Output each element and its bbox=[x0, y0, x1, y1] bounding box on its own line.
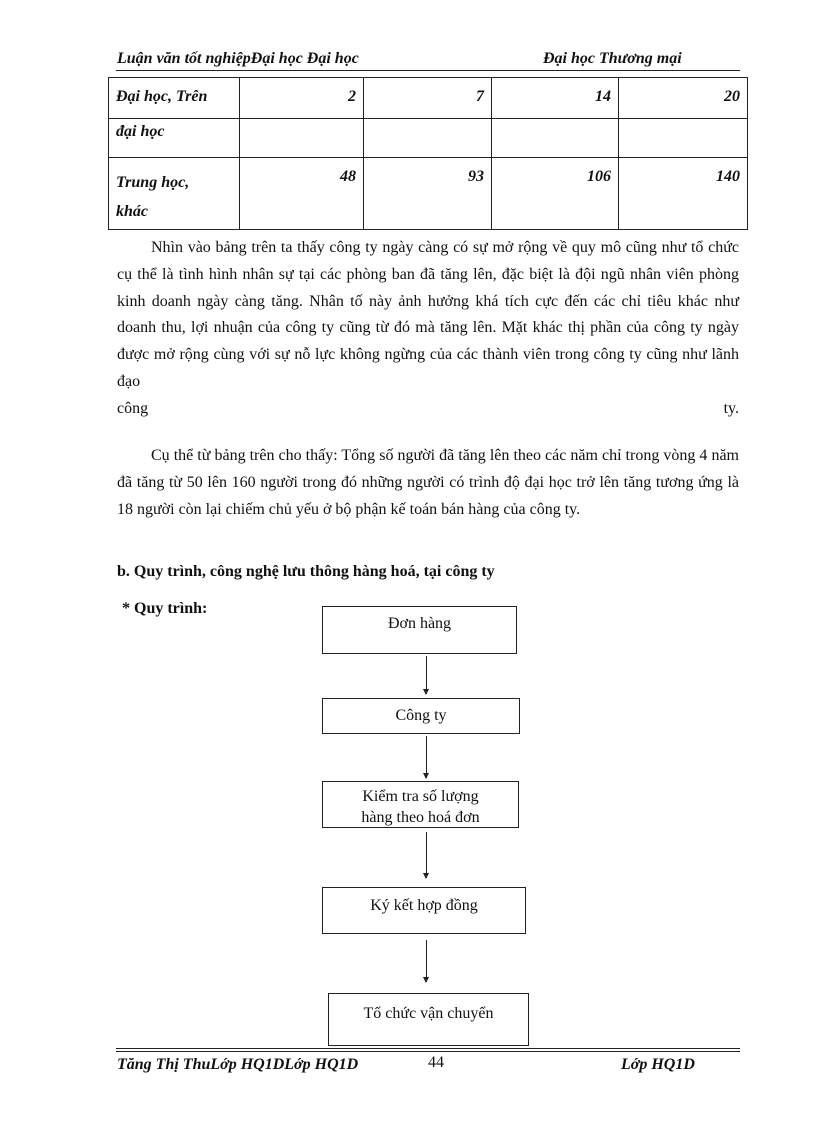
row-label-continued: đại học bbox=[109, 119, 240, 158]
row-label bbox=[109, 158, 240, 230]
table-cell: 14 bbox=[492, 78, 619, 119]
paragraph-2-body: Cụ thể từ bảng trên cho thấy: Tổng số người đã tăng lên theo các năm chỉ trong vòng 4 năm đã tăng từ 50 lên 160 người trong đó những người có trình độ đại học trở lên tăng tương ứng là 18 người còn lại chiếm chủ yếu ở bộ phận kế toán bán hàng của công ty. bbox=[117, 447, 739, 518]
row-label-line2: khác bbox=[116, 203, 148, 220]
footer-author: Tăng Thị ThuLớp HQ1DLớp HQ1D bbox=[117, 1056, 359, 1073]
table-row bbox=[109, 119, 748, 158]
footer-divider-bottom bbox=[116, 1051, 740, 1052]
flow-step-check-quantity-line1: Kiểm tra số lượng bbox=[362, 788, 479, 805]
flow-step-check-quantity bbox=[322, 781, 519, 828]
row-label-line1: Trung học, bbox=[116, 174, 190, 191]
table-cell: 48 bbox=[240, 158, 364, 230]
staff-table bbox=[108, 77, 748, 230]
table-row bbox=[109, 78, 748, 119]
table-cell: 7 bbox=[364, 78, 492, 119]
footer-class: Lớp HQ1D bbox=[621, 1056, 695, 1073]
flow-step-company: Công ty bbox=[322, 698, 520, 734]
paragraph-1-last-line: công ty. bbox=[117, 399, 739, 417]
header-left-title: Luận văn tốt nghiệpĐại học Đại học bbox=[117, 50, 359, 67]
paragraph-2 bbox=[117, 443, 739, 523]
flow-step-contract: Ký kết hợp đồng bbox=[322, 887, 526, 934]
table-cell-empty bbox=[364, 119, 492, 158]
page-number: 44 bbox=[428, 1054, 444, 1071]
paragraph-1 bbox=[117, 235, 739, 423]
header-right-title: Đại học Thương mại bbox=[543, 50, 682, 67]
table-cell: 93 bbox=[364, 158, 492, 230]
flow-step-order: Đơn hàng bbox=[322, 606, 517, 654]
table-cell-empty bbox=[240, 119, 364, 158]
flow-arrow bbox=[426, 940, 427, 982]
flow-step-check-quantity-line2: hàng theo hoá đơn bbox=[361, 809, 480, 826]
header-divider bbox=[116, 70, 740, 71]
flow-arrow bbox=[426, 736, 427, 778]
flow-label: * Quy trình: bbox=[122, 600, 208, 617]
table-cell-empty bbox=[492, 119, 619, 158]
table-cell-empty bbox=[619, 119, 748, 158]
table-row bbox=[109, 158, 748, 230]
flow-step-transport: Tổ chức vận chuyển bbox=[328, 993, 529, 1046]
table-cell: 20 bbox=[619, 78, 748, 119]
table-cell: 106 bbox=[492, 158, 619, 230]
footer-divider-top bbox=[116, 1048, 740, 1049]
flow-arrow bbox=[426, 656, 427, 694]
section-heading: b. Quy trình, công nghệ lưu thông hàng hoá, tại công ty bbox=[117, 563, 495, 580]
flow-arrow bbox=[426, 832, 427, 878]
row-label: Đại học, Trên bbox=[109, 78, 240, 119]
table-cell: 2 bbox=[240, 78, 364, 119]
paragraph-1-body: Nhìn vào bảng trên ta thấy công ty ngày càng có sự mở rộng về quy mô cũng như tổ chức cụ thể là tình hình nhân sự tại các phòng ban đã tăng lên, đặc biệt là đội ngũ nhân viên phòng kinh doanh ngày càng tăng. Nhân tố này ảnh hưởng khá tích cực đến các chỉ tiêu khác như doanh thu, lợi nhuận của công ty cũng từ đó mà tăng lên. Mặt khác thị phần của công ty ngày được mở rộng cùng với sự nỗ lực không ngừng của các thành viên trong công ty cũng như lãnh đạo bbox=[117, 239, 739, 390]
table-cell: 140 bbox=[619, 158, 748, 230]
